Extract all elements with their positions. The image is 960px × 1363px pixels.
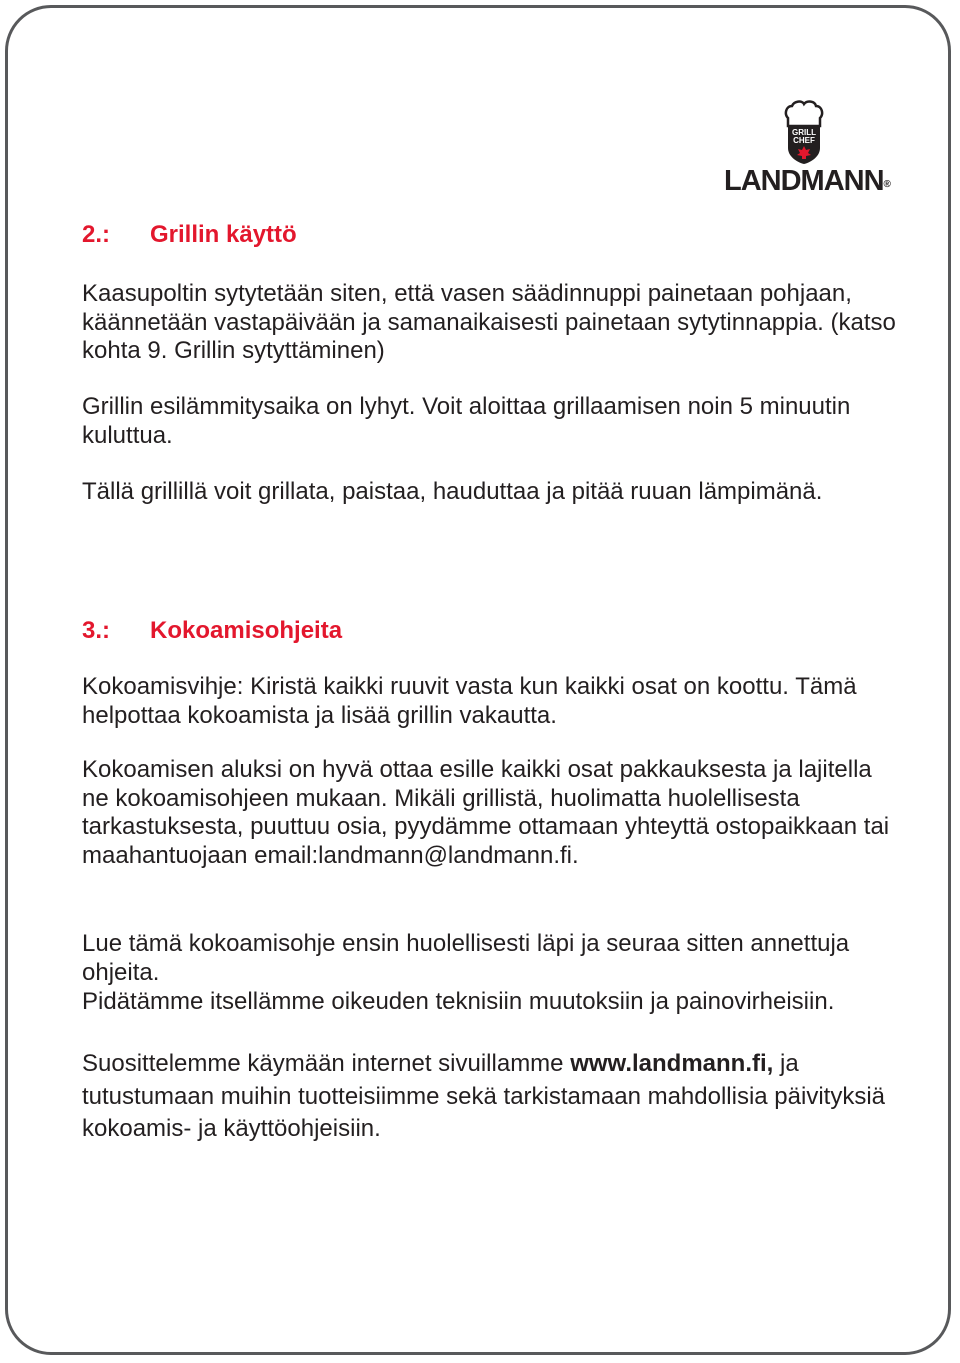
paragraph: Kaasupoltin sytytetään siten, että vasen säädinnuppi painetaan pohjaan, käännetään vastapäivään ja samanaikaisesti painetaan sytytinnappia. (katso kohta 9. Grillin sytyttäminen) [82,280,896,364]
final-text-before: Suosittelemme käymään internet sivuillamme [82,1050,571,1077]
section-3-heading [82,617,342,645]
paragraph: Grillin esilämmitysaika on lyhyt. Voit aloittaa grillaamisen noin 5 minuutin kuluttua. [82,393,851,449]
landmann-logo [724,100,894,196]
paragraph: Kokoamisen aluksi on hyvä ottaa esille kaikki osat pakkauksesta ja lajitella ne kokoamisohjeen mukaan. Mikäli grillistä, huolimatta huolellisesta tarkastuksesta, puuttuu osia, pyydämme ottamaan yhteyttä ostopaikkaan tai maahantuojaan email:landmann@landmann.fi. [82,756,890,869]
paragraph: Kokoamisvihje: Kiristä kaikki ruuvit vasta kun kaikki osat on koottu. Tämä helpottaa kokoamista ja lisää grillin vakautta. [82,673,857,729]
grill-chef-icon [782,100,826,166]
final-text-after: ja tutustumaan muihin tuotteisiimme sekä tarkistamaan mahdollisia päivityksiä kokoamis- ja käyttöohjeisiin. [82,1050,886,1142]
brand-name: LANDMANN® [724,165,891,197]
paragraph: Pidätämme itsellämme oikeuden teknisiin muutoksiin ja painovirheisiin. [82,988,835,1015]
section-3-number: 3.: [82,617,111,644]
logo-chef-text: CHEF [793,136,815,145]
section-2-heading [82,221,297,249]
paragraph: Lue tämä kokoamisohje ensin huolellisesti läpi ja seuraa sitten annettuja ohjeita. [82,930,850,986]
section-3-title: Kokoamisohjeita [150,617,343,644]
logo-grill-text: GRILL [792,128,816,137]
final-paragraph [82,1048,902,1146]
paragraph: Tällä grillillä voit grillata, paistaa, hauduttaa ja pitää ruuan lämpimänä. [82,478,823,505]
section-2-number: 2.: [82,221,111,248]
section-2-title: Grillin käyttö [150,221,297,248]
website-link[interactable]: www.landmann.fi, [570,1050,774,1077]
